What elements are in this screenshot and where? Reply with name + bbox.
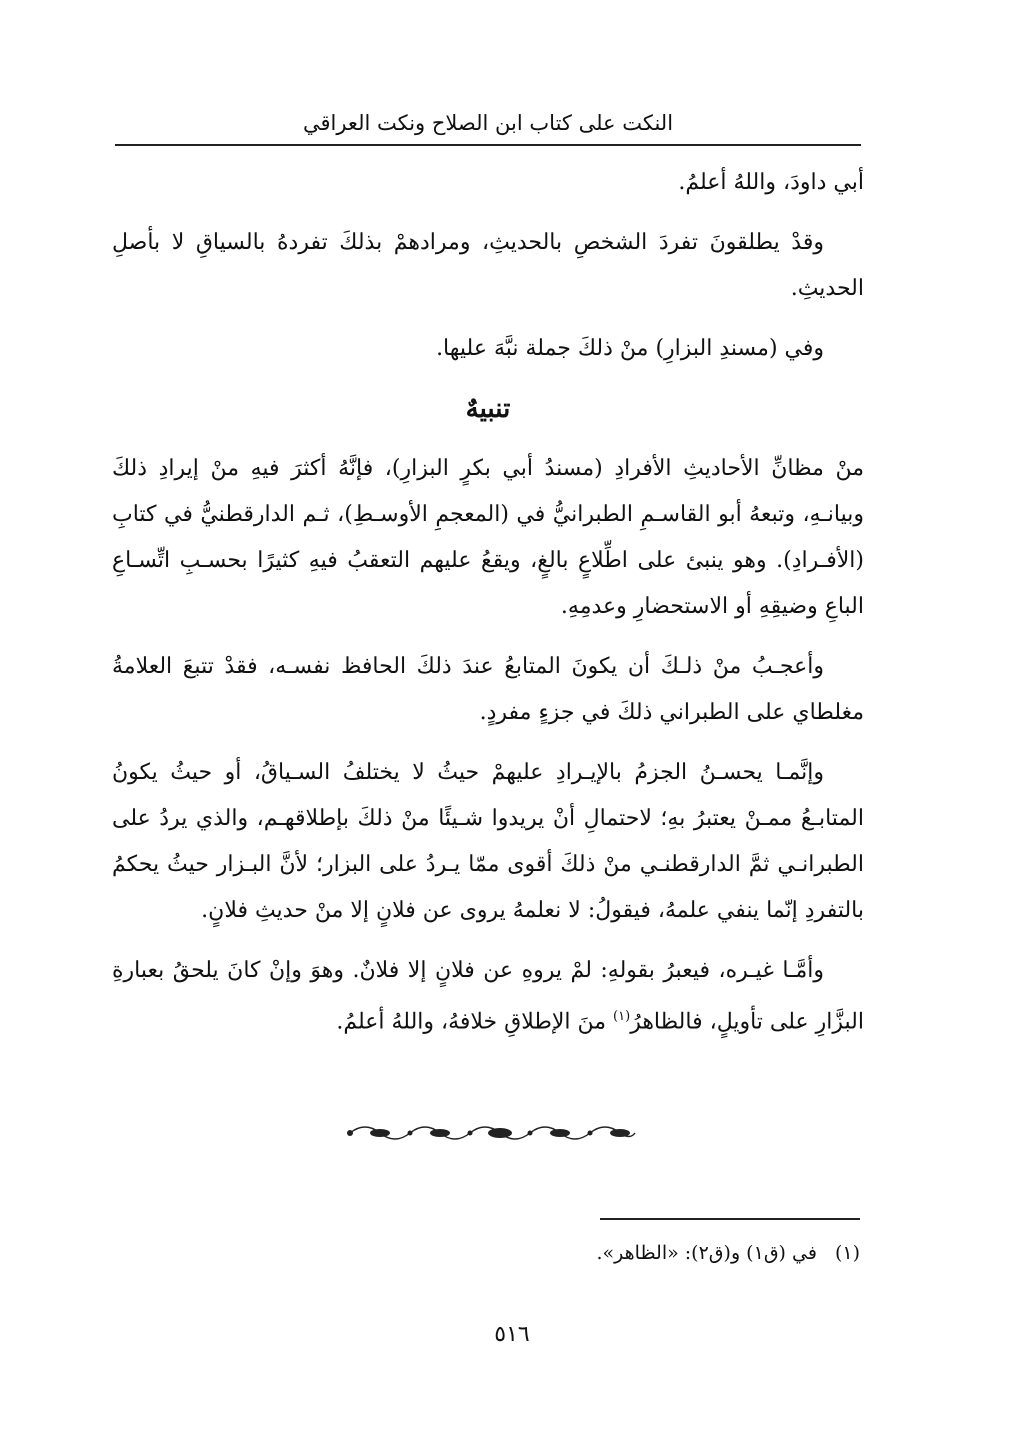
main-text (112, 160, 864, 1059)
paragraph-7-end: منَ الإطلاقِ خلافهُ، واللهُ أعلمُ. (336, 1009, 614, 1035)
footnote-rule (600, 1218, 860, 1220)
paragraph-5: وأعجـبُ منْ ذلـكَ أن يكونَ المتابعُ عندَ ذلكَ الحافظ نفسـه، فقدْ تتبعَ العلامةُ مغلطاي على الطبراني ذلكَ في جزءٍ مفردٍ. (112, 654, 864, 725)
footnote-number: (١) (834, 1242, 860, 1264)
paragraph-7 (112, 948, 864, 1045)
footnote-ref: (١) (613, 1009, 631, 1024)
section-heading: تنبيهٌ (465, 394, 511, 424)
paragraph-7-text: وأمَّـا غيـره، فيعبرُ بقولهِ: لمْ يروهِ عن فلانٍ إلا فلانٌ. وهوَ وإنْ كانَ يلحقُ بعبارةِ البزَّارِ على تأويلٍ، فالظاهرُ (112, 958, 864, 1035)
paragraph-2: وقدْ يطلقونَ تفردَ الشخصِ بالحديثِ، ومرادهمْ بذلكَ تفردهُ بالسياقِ لا بأصلِ الحديثِ. (112, 230, 864, 301)
paragraph-4: منْ مظانِّ الأحاديثِ الأفرادِ (مسندُ أبي بكرٍ البزارِ)، فإنَّهُ أكثرَ فيهِ منْ إيرادِ ذلكَ وبيانـهِ، وتبعهُ أبو القاسـمِ الطبرانيُّ في (المعجمِ الأوسـطِ)، ثـم الدارقطنيُّ في كتابِ (الأفـرادِ). وهو ينبئ على اطِّلاعٍ بالغٍ، ويقعُ عليهم التعقبُ فيهِ كثيرًا بحسـبِ اتِّسـاعِ الباعِ وضيقِهِ أو الاستحضارِ وعدمِهِ. (112, 456, 864, 619)
paragraph-3: وفي (مسندِ البزارِ) منْ ذلكَ جملة نبَّهَ عليها. (436, 336, 824, 361)
paragraph-6: وإنَّمـا يحسـنُ الجزمُ بالإيـرادِ عليهمْ حيثُ لا يختلفُ السـياقُ، أو حيثُ يكونُ المتابـعُ ممـنْ يعتبرُ بهِ؛ لاحتمالِ أنْ يريدوا شـيئًا منْ ذلكَ بإطلاقهـم، والذي يردُ على الطبرانـي ثمَّ الدارقطنـي منْ ذلكَ أقوى ممّا يـردُ على البزار؛ لأنَّ البـزار حيثُ يحكمُ بالتفردِ إنّما ينفي علمهُ، فيقولُ: لا نعلمهُ يروى عن فلانٍ إلا منْ حديثِ فلانٍ. (112, 760, 864, 923)
footnote-text: في (ق١) و(ق٢): «الظاهر». (596, 1242, 817, 1264)
ornament-divider (340, 1118, 640, 1148)
header-rule (115, 144, 861, 146)
page-number: ٥١٦ (494, 1322, 530, 1347)
paragraph-1: أبي داودَ، واللهُ أعلمُ. (678, 170, 864, 195)
running-header: النكت على كتاب ابن الصلاح ونكت العراقي (302, 111, 674, 135)
footnote (300, 1238, 860, 1268)
